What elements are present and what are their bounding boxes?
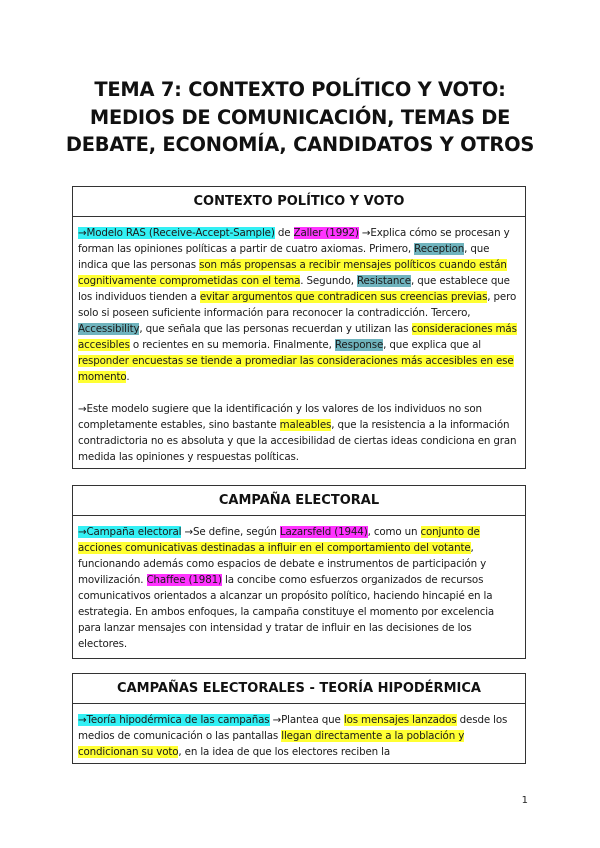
text-run: , que explica que al [383, 339, 481, 351]
text-run: la concibe como esfuerzos organizados de recursos comunicativos orientados a alcanzar un propósito político, haciendo hincapié en la estrategia. En ambos enfoques, la campaña constituye el momento por excelencia para lanzar mensajes con intensidad y tratar de influir en las decisiones de los electores. [78, 574, 495, 650]
paragraph [78, 401, 519, 465]
title-line-1: TEMA 7: CONTEXTO POLÍTICO Y VOTO: [94, 78, 506, 101]
key-highlight: evitar argumentos que contradicen sus creencias previas [199, 291, 488, 303]
section-teoria-hipodermica [72, 673, 526, 764]
text-run: , que señala que las personas recuerdan y utilizan las [139, 323, 412, 335]
key-highlight: son más propensas a recibir mensajes políticos cuando están cognitivamente comprometidas con el tema [78, 259, 507, 287]
concept-highlight: Reception [414, 243, 465, 255]
concept-highlight: Accessibility [78, 323, 140, 335]
page-number: 1 [521, 795, 528, 806]
key-highlight: consideraciones más accesibles [78, 323, 517, 351]
paragraph [78, 225, 519, 385]
key-highlight: llegan directamente a la población y condicionan su voto [78, 730, 465, 758]
term-highlight: →Modelo RAS (Receive-Accept-Sample) [78, 227, 275, 239]
text-run: desde los medios de comunicación o las pantallas [78, 714, 508, 742]
author-highlight: Lazarsfeld (1944) [279, 526, 368, 538]
paragraph [78, 712, 519, 760]
text-run: , que establece que los individuos tienden a [78, 275, 510, 303]
author-highlight: Chaffee (1981) [146, 574, 222, 586]
text-run: , pero solo si poseen suficiente información para reconocer la contradicción. Tercero, [78, 291, 517, 319]
key-highlight: responder encuestas se tiende a promediar las consideraciones más accesibles en ese momento [78, 355, 514, 383]
key-highlight: maleables [279, 419, 332, 431]
section-heading: CAMPAÑA ELECTORAL [73, 486, 525, 516]
text-run: →Este modelo sugiere que la identificación y los valores de los individuos no son completamente estables, sino bastante [78, 403, 482, 431]
title-line-2: MEDIOS DE COMUNICACIÓN, TEMAS DE [89, 105, 511, 129]
page-title [40, 76, 560, 159]
section-heading: CAMPAÑAS ELECTORALES - TEORÍA HIPODÉRMICA [73, 674, 525, 704]
section-body [73, 516, 525, 652]
concept-highlight: Response [334, 339, 384, 351]
text-run: o recientes en su memoria. Finalmente, [129, 339, 335, 351]
section-body [73, 704, 525, 760]
term-highlight: →Teoría hipodérmica de las campañas [78, 714, 270, 726]
text-run: de [274, 227, 294, 239]
text-run: →Explica cómo se procesan y forman las opiniones políticas a partir de cuatro axiomas. Primero, [78, 227, 510, 255]
text-run: , funcionando además como espacios de debate e instrumentos de participación y movilización. [78, 542, 487, 586]
section-contexto-politico [72, 186, 526, 469]
term-highlight: →Campaña electoral [78, 526, 182, 538]
concept-highlight: Resistance [357, 275, 411, 287]
key-highlight: los mensajes lanzados [343, 714, 457, 726]
author-highlight: Zaller (1992) [293, 227, 359, 239]
text-run: . Segundo, [300, 275, 357, 287]
title-line-3: DEBATE, ECONOMÍA, CANDIDATOS Y OTROS [65, 133, 535, 156]
section-campana-electoral [72, 485, 526, 659]
text-run: →Plantea que [269, 714, 344, 726]
section-heading: CONTEXTO POLÍTICO Y VOTO [73, 187, 525, 217]
text-run: . [126, 371, 130, 383]
text-run: , que la resistencia a la información contradictoria no es absoluta y que la accesibilidad de ciertas ideas condiciona en gran medida las opiniones y respuestas políticas. [78, 419, 517, 463]
section-body [73, 217, 525, 465]
text-run: , en la idea de que los electores reciben la [178, 746, 391, 758]
text-run: , como un [367, 526, 421, 538]
paragraph [78, 524, 519, 652]
text-run: , que indica que las personas [78, 243, 490, 271]
text-run: →Se define, según [181, 526, 280, 538]
key-highlight: conjunto de acciones comunicativas destinadas a influir en el comportamiento del votante [78, 526, 480, 554]
